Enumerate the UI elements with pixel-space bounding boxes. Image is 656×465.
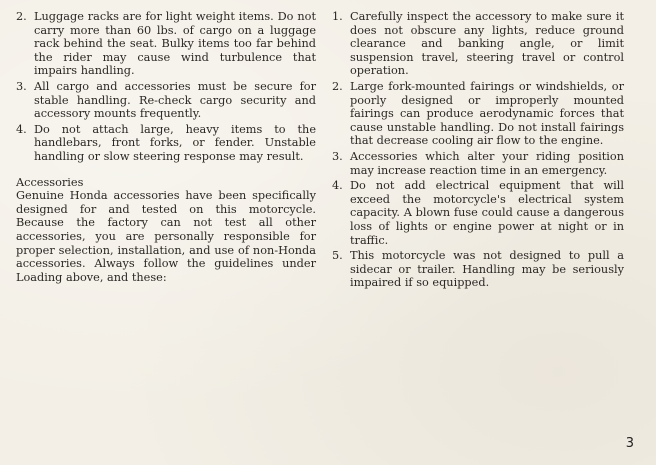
item-text: Accessories which alter your riding position may increase reaction time in an emergency. [350, 149, 624, 177]
item-text: All cargo and accessories must be secure for stable handling. Re-check cargo security and accessory mounts frequently. [34, 79, 316, 121]
accessory-guidelines-list [332, 10, 624, 290]
list-item [332, 10, 624, 78]
item-number: 1. [332, 10, 343, 23]
section-heading: Accessories [16, 175, 84, 189]
list-item [332, 179, 624, 247]
item-number: 2. [16, 10, 27, 23]
list-item [16, 123, 316, 164]
item-text: Luggage racks are for light weight items. Do not carry more than 60 lbs. of cargo on a luggage rack behind the seat. Bulky items too far behind the rider may cause wind turbulence that impairs handling. [34, 10, 316, 78]
list-item [16, 10, 316, 78]
item-number: 4. [332, 179, 343, 193]
item-number: 2. [332, 79, 343, 93]
item-number: 3. [332, 149, 343, 163]
item-text: Do not add electrical equipment that will exceed the motorcycle's electrical system capacity. A blown fuse could cause a dangerous loss of lights or engine power at night or in traffic. [350, 179, 624, 247]
item-number: 5. [332, 249, 343, 263]
item-text: Large fork-mounted fairings or windshields, or poorly designed or improperly mounted fairings can produce aerodynamic forces that cause unstable handling. Do not install fairings that decrease cooling air flow to the engine. [350, 79, 624, 148]
item-text: Carefully inspect the accessory to make sure it does not obscure any lights, reduce ground clearance and banking angle, or limit suspension travel, steering travel or control operation. [350, 10, 624, 78]
section-body: Genuine Honda accessories have been specifically designed for and tested on this motorcycle. Because the factory can not test all other accessories, you are personally responsible for proper selection, installation, and use of non-Honda accessories. Always follow the guidelines under Loading above, and these: [16, 189, 316, 284]
item-number: 3. [16, 79, 27, 93]
item-text: Do not attach large, heavy items to the handlebars, front forks, or fender. Unstable handling or slow steering response may result. [34, 122, 316, 163]
list-item [332, 249, 624, 290]
item-text: This motorcycle was not designed to pull a sidecar or trailer. Handling may be seriously impaired if so equipped. [350, 249, 624, 290]
list-item [332, 150, 624, 177]
accessories-section [16, 176, 316, 285]
list-item [16, 80, 316, 121]
list-item [332, 80, 624, 148]
page-number: 3 [625, 436, 634, 451]
loading-guidelines-list [16, 10, 316, 164]
item-number: 4. [16, 122, 27, 136]
left-column [16, 10, 316, 284]
right-column [332, 10, 624, 292]
